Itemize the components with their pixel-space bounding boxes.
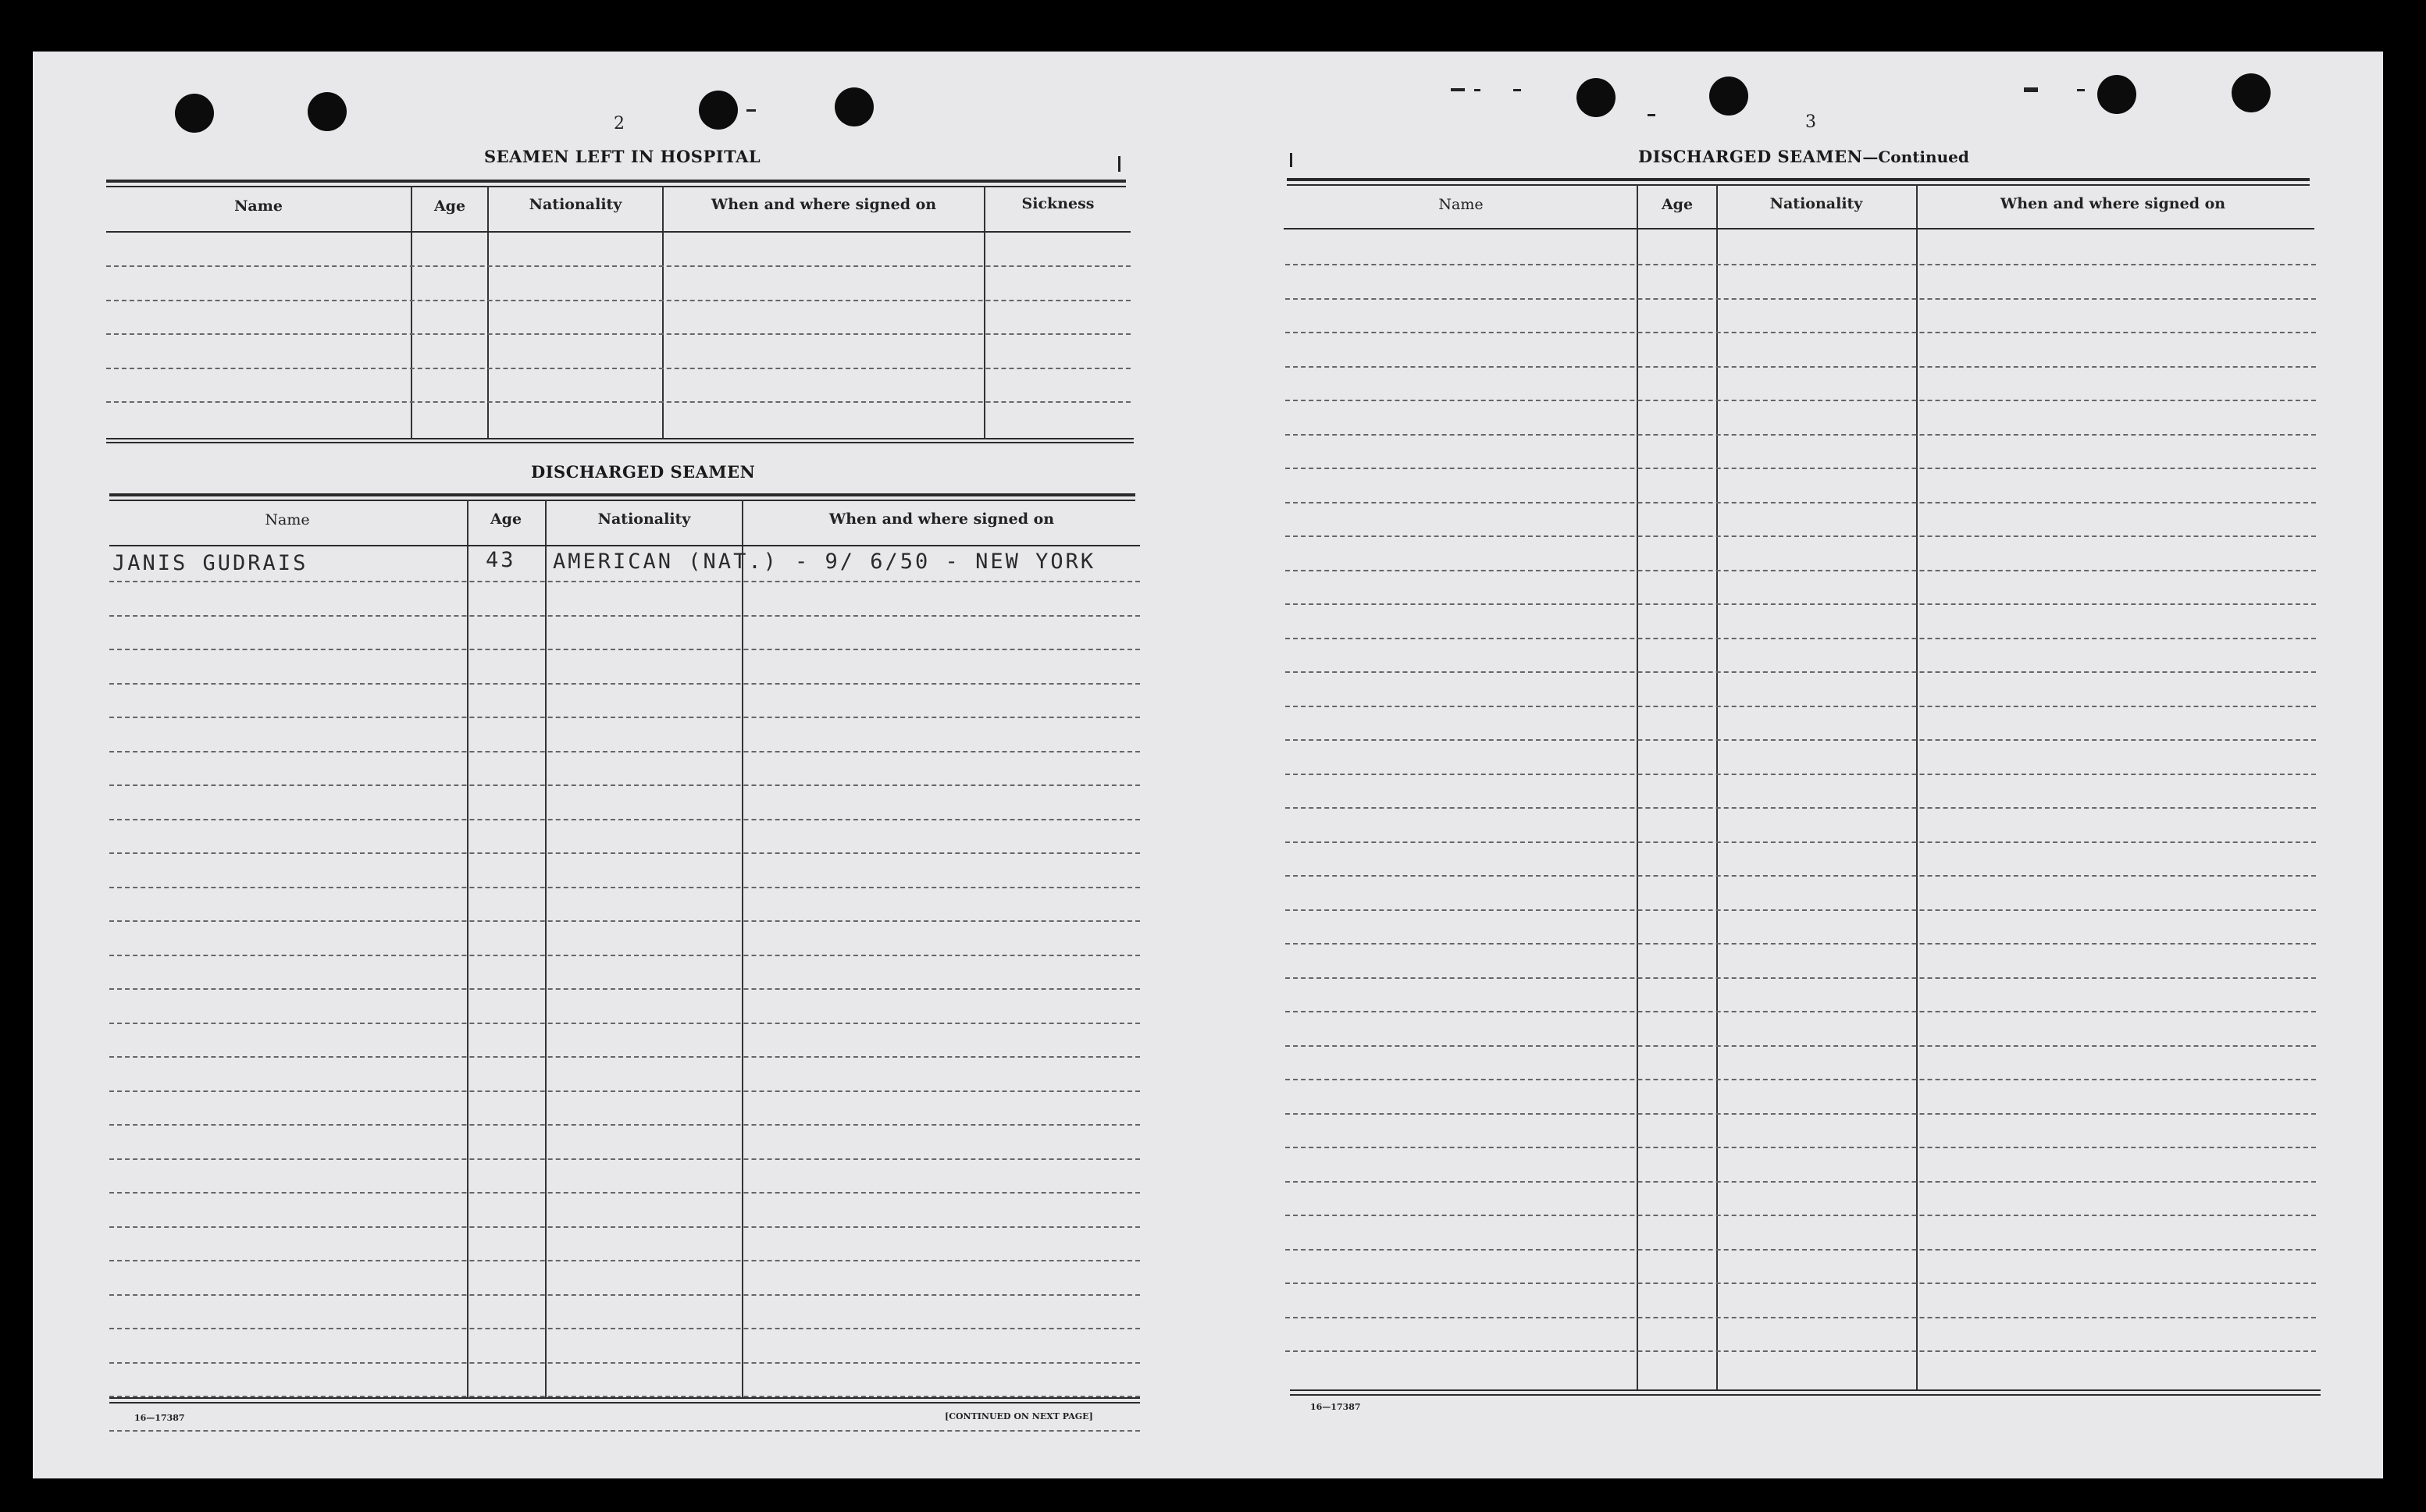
scan-speck — [1290, 153, 1292, 167]
row-line — [1285, 943, 2316, 945]
row-line — [109, 1226, 1140, 1228]
punch-hole-icon — [2097, 75, 2136, 114]
column-header-name: Name — [1438, 196, 1484, 213]
table-bottom-rule — [1290, 1389, 2321, 1391]
row-line — [1285, 1011, 2316, 1012]
row-line — [109, 955, 1140, 956]
row-line — [109, 988, 1140, 990]
row-line — [109, 615, 1140, 617]
row-line — [106, 401, 1131, 403]
row-line — [1285, 1147, 2316, 1148]
section-title-text: DISCHARGED SEAMEN — [1638, 147, 1863, 166]
seaman-nationality: AMERICAN (NAT.) — [553, 550, 778, 574]
row-line — [109, 1328, 1140, 1329]
row-line — [1285, 570, 2316, 571]
punch-hole-icon — [699, 91, 738, 130]
table-top-rule — [106, 186, 1126, 187]
row-line — [1285, 366, 2316, 368]
row-line — [109, 683, 1140, 685]
page-number: 2 — [614, 114, 625, 133]
row-line — [1285, 332, 2316, 333]
row-line — [1285, 1181, 2316, 1183]
column-header-age: Age — [433, 197, 466, 215]
table-top-rule — [1287, 178, 2310, 181]
table-bottom-rule — [106, 438, 1134, 439]
scan-border — [0, 1478, 2426, 1512]
header-underline — [1284, 228, 2314, 229]
scan-speck — [1474, 89, 1480, 91]
row-line — [109, 581, 1140, 582]
row-line — [109, 1362, 1140, 1364]
row-line — [109, 784, 1140, 786]
column-header-age: Age — [490, 511, 522, 528]
form-number: 16—17387 — [134, 1413, 185, 1423]
table-top-rule — [1287, 184, 2310, 186]
row-line — [109, 920, 1140, 922]
continued-note: [CONTINUED ON NEXT PAGE] — [945, 1411, 1093, 1421]
row-line — [1285, 1249, 2316, 1251]
column-header-age: Age — [1661, 196, 1694, 213]
column-divider — [545, 500, 547, 1399]
row-line — [1285, 535, 2316, 537]
scan-speck — [1118, 156, 1120, 172]
row-line — [1285, 739, 2316, 741]
row-line — [106, 300, 1131, 301]
column-header-sickness: Sickness — [1021, 195, 1095, 212]
row-line — [109, 1090, 1140, 1092]
row-line — [1285, 706, 2316, 707]
row-line — [1285, 909, 2316, 911]
row-line — [109, 1294, 1140, 1296]
column-header-when-where: When and where signed on — [2000, 195, 2226, 212]
section-title-discharged-continued — [1638, 147, 1969, 166]
column-header-nationality: Nationality — [529, 196, 622, 213]
table-top-rule — [106, 180, 1126, 183]
scan-speck — [1451, 88, 1465, 91]
row-line — [1285, 1283, 2316, 1284]
punch-hole-icon — [175, 94, 214, 133]
scan-speck — [2077, 89, 2085, 91]
table-bottom-rule — [109, 1402, 1140, 1403]
row-line — [109, 751, 1140, 752]
column-header-when-where: When and where signed on — [711, 196, 937, 213]
table-bottom-rule — [106, 442, 1134, 443]
row-line — [106, 333, 1131, 335]
row-line — [1285, 264, 2316, 265]
punch-hole-icon — [308, 92, 347, 131]
section-title-suffix: —Continued — [1862, 148, 1969, 166]
row-line — [1285, 502, 2316, 503]
row-line — [109, 1158, 1140, 1160]
row-line — [109, 649, 1140, 650]
row-line — [109, 852, 1140, 854]
column-divider — [467, 500, 468, 1399]
row-line — [1285, 1215, 2316, 1216]
row-line — [109, 1430, 1140, 1432]
row-line — [109, 717, 1140, 718]
column-header-name: Name — [234, 197, 283, 215]
row-line — [1285, 841, 2316, 843]
column-header-name: Name — [265, 511, 310, 528]
punch-hole-icon — [2232, 73, 2271, 112]
scan-speck — [746, 109, 756, 112]
header-underline — [106, 231, 1131, 233]
row-line — [109, 1023, 1140, 1024]
table-bottom-rule — [1290, 1394, 2321, 1396]
row-line — [1285, 875, 2316, 877]
column-header-nationality: Nationality — [597, 511, 691, 528]
form-number: 16—17387 — [1310, 1402, 1361, 1412]
page-number: 3 — [1805, 112, 1816, 132]
row-line — [1285, 638, 2316, 639]
seaman-signed-on: - 9/ 6/50 - NEW YORK — [795, 550, 1096, 574]
column-divider — [742, 500, 743, 1399]
table-bottom-rule — [109, 1397, 1140, 1399]
row-line — [109, 887, 1140, 888]
punch-hole-icon — [1709, 76, 1748, 116]
row-line — [109, 1260, 1140, 1261]
section-title-discharged: DISCHARGED SEAMEN — [531, 462, 756, 482]
row-line — [109, 1124, 1140, 1126]
row-line — [1285, 1079, 2316, 1080]
row-line — [106, 265, 1131, 267]
punch-hole-icon — [1576, 78, 1616, 117]
row-line — [1285, 1317, 2316, 1318]
row-line — [106, 368, 1131, 369]
table-top-rule — [109, 493, 1135, 496]
row-line — [109, 1192, 1140, 1194]
row-line — [1285, 1045, 2316, 1047]
row-line — [1285, 977, 2316, 979]
row-line — [1285, 603, 2316, 605]
header-underline — [109, 545, 1140, 546]
row-line — [1285, 400, 2316, 401]
row-line — [1285, 807, 2316, 809]
column-header-when-where: When and where signed on — [828, 511, 1055, 528]
row-line — [1285, 434, 2316, 436]
row-line — [1285, 1350, 2316, 1352]
table-top-rule — [109, 500, 1135, 501]
punch-hole-icon — [835, 87, 874, 126]
scan-speck — [1513, 89, 1521, 91]
row-line — [109, 1056, 1140, 1058]
row-line — [1285, 671, 2316, 673]
section-title-hospital: SEAMEN LEFT IN HOSPITAL — [484, 147, 761, 166]
seaman-age: 43 — [486, 548, 516, 572]
scan-speck — [1648, 114, 1655, 116]
row-line — [1285, 774, 2316, 775]
seaman-name: JANIS GUDRAIS — [112, 551, 308, 575]
row-line — [1285, 298, 2316, 300]
row-line — [1285, 1113, 2316, 1115]
row-line — [1285, 468, 2316, 469]
row-line — [109, 819, 1140, 820]
column-header-nationality: Nationality — [1769, 195, 1863, 212]
scan-speck — [2024, 87, 2038, 92]
